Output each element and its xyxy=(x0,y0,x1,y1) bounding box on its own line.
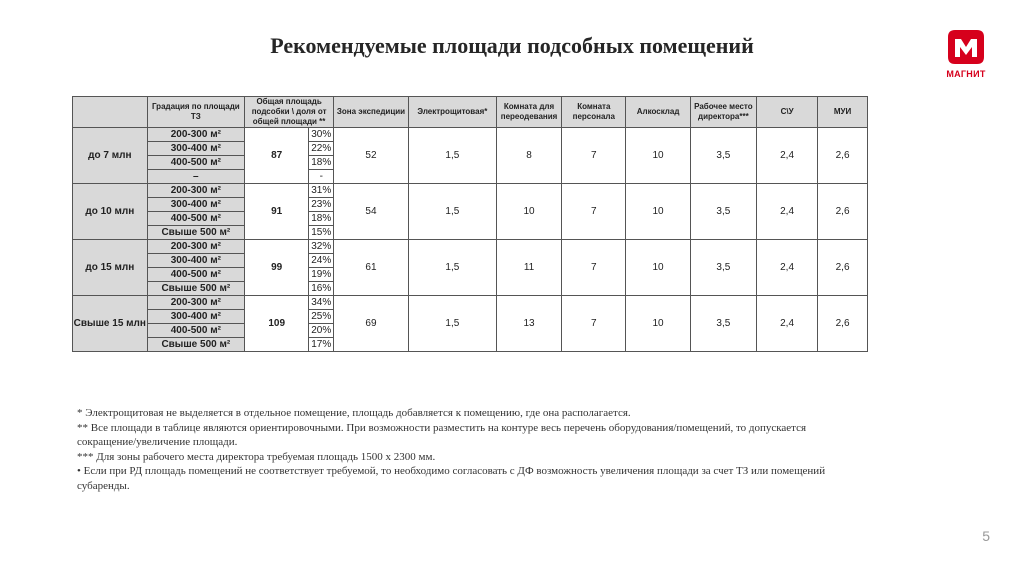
group-label: до 10 млн xyxy=(73,184,148,240)
total-area-cell: 87 xyxy=(245,128,309,184)
gradation-cell: 300-400 м² xyxy=(147,254,244,268)
mui-cell: 2,6 xyxy=(818,296,868,352)
mui-cell: 2,6 xyxy=(818,184,868,240)
electrical-cell: 1,5 xyxy=(408,184,496,240)
gradation-cell: 400-500 м² xyxy=(147,324,244,338)
wc-cell: 2,4 xyxy=(757,128,818,184)
wc-cell: 2,4 xyxy=(757,240,818,296)
alcohol-cell: 10 xyxy=(626,128,690,184)
header-director: Рабочее место директора*** xyxy=(690,97,756,128)
gradation-cell: 200-300 м² xyxy=(147,128,244,142)
total-area-cell: 109 xyxy=(245,296,309,352)
share-cell: 31% xyxy=(309,184,334,198)
header-group xyxy=(73,97,148,128)
expedition-cell: 52 xyxy=(334,128,409,184)
footnote-electrical: * Электрощитовая не выделяется в отдельное помещение, площадь добавляется к помещению, где она располагается. xyxy=(77,407,631,419)
expedition-cell: 54 xyxy=(334,184,409,240)
share-cell: 23% xyxy=(309,198,334,212)
staff-room-cell: 7 xyxy=(562,296,626,352)
gradation-cell: 400-500 м² xyxy=(147,212,244,226)
table-row xyxy=(73,128,868,142)
logo-text: МАГНИТ xyxy=(946,69,986,79)
electrical-cell: 1,5 xyxy=(408,240,496,296)
total-area-cell: 99 xyxy=(245,240,309,296)
share-cell: 25% xyxy=(309,310,334,324)
share-cell: 24% xyxy=(309,254,334,268)
staff-room-cell: 7 xyxy=(562,240,626,296)
mui-cell: 2,6 xyxy=(818,240,868,296)
page-title: Рекомендуемые площади подсобных помещений xyxy=(270,33,754,58)
header-alcohol: Алкосклад xyxy=(626,97,690,128)
group-label: Свыше 15 млн xyxy=(73,296,148,352)
alcohol-cell: 10 xyxy=(626,240,690,296)
share-cell: 20% xyxy=(309,324,334,338)
share-cell: 30% xyxy=(309,128,334,142)
changing-room-cell: 11 xyxy=(496,240,561,296)
changing-room-cell: 10 xyxy=(496,184,561,240)
wc-cell: 2,4 xyxy=(757,184,818,240)
gradation-cell: Свыше 500 м² xyxy=(147,282,244,296)
header-gradation: Градация по площади ТЗ xyxy=(147,97,244,128)
alcohol-cell: 10 xyxy=(626,184,690,240)
header-total-area: Общая площадь подсобки \ доля от общей площади ** xyxy=(245,97,334,128)
share-cell: - xyxy=(309,170,334,184)
header-wc: С\У xyxy=(757,97,818,128)
total-area-cell: 91 xyxy=(245,184,309,240)
header-mui: МУИ xyxy=(818,97,868,128)
footnote-director: *** Для зоны рабочего места директора требуемая площадь 1500 х 2300 мм. xyxy=(77,450,436,463)
table-row xyxy=(73,240,868,254)
gradation-cell: – xyxy=(147,170,244,184)
footnote-areas: ** Все площади в таблице являются ориентировочными. При возможности разместить на контуре весь перечень оборудования/помещений, то допускается сокращение/увеличение площади. xyxy=(77,421,807,449)
share-cell: 32% xyxy=(309,240,334,254)
share-cell: 16% xyxy=(309,282,334,296)
gradation-cell: 300-400 м² xyxy=(147,142,244,156)
header-changing-room: Комната для переодевания xyxy=(496,97,561,128)
gradation-cell: 300-400 м² xyxy=(147,310,244,324)
header-expedition: Зона экспедиции xyxy=(334,97,409,128)
share-cell: 17% xyxy=(309,338,334,352)
changing-room-cell: 8 xyxy=(496,128,561,184)
gradation-cell: Свыше 500 м² xyxy=(147,226,244,240)
gradation-cell: 200-300 м² xyxy=(147,184,244,198)
footnote-rd: • Если при РД площадь помещений не соответствует требуемой, то необходимо согласовать с ДФ возможность увеличения площади за счет ТЗ или помещений субаренды. xyxy=(77,465,826,492)
footnotes xyxy=(77,406,867,494)
gradation-cell: 300-400 м² xyxy=(147,198,244,212)
share-cell: 18% xyxy=(309,156,334,170)
changing-room-cell: 13 xyxy=(496,296,561,352)
gradation-cell: 200-300 м² xyxy=(147,296,244,310)
staff-room-cell: 7 xyxy=(562,184,626,240)
electrical-cell: 1,5 xyxy=(408,128,496,184)
director-cell: 3,5 xyxy=(690,240,756,296)
gradation-cell: 400-500 м² xyxy=(147,268,244,282)
header-staff-room: Комната персонала xyxy=(562,97,626,128)
group-label: до 7 млн xyxy=(73,128,148,184)
table-row xyxy=(73,296,868,310)
share-cell: 19% xyxy=(309,268,334,282)
alcohol-cell: 10 xyxy=(626,296,690,352)
expedition-cell: 61 xyxy=(334,240,409,296)
share-cell: 18% xyxy=(309,212,334,226)
electrical-cell: 1,5 xyxy=(408,296,496,352)
staff-room-cell: 7 xyxy=(562,128,626,184)
magnit-logo-icon xyxy=(946,28,986,66)
share-cell: 22% xyxy=(309,142,334,156)
gradation-cell: 400-500 м² xyxy=(147,156,244,170)
page-number: 5 xyxy=(982,528,990,544)
share-cell: 34% xyxy=(309,296,334,310)
director-cell: 3,5 xyxy=(690,184,756,240)
areas-table xyxy=(72,96,868,352)
director-cell: 3,5 xyxy=(690,128,756,184)
expedition-cell: 69 xyxy=(334,296,409,352)
table-row xyxy=(73,184,868,198)
director-cell: 3,5 xyxy=(690,296,756,352)
wc-cell: 2,4 xyxy=(757,296,818,352)
gradation-cell: Свыше 500 м² xyxy=(147,338,244,352)
gradation-cell: 200-300 м² xyxy=(147,240,244,254)
magnit-logo xyxy=(941,28,991,79)
group-label: до 15 млн xyxy=(73,240,148,296)
share-cell: 15% xyxy=(309,226,334,240)
mui-cell: 2,6 xyxy=(818,128,868,184)
table-header-row xyxy=(73,97,868,128)
header-electrical: Электрощитовая* xyxy=(408,97,496,128)
